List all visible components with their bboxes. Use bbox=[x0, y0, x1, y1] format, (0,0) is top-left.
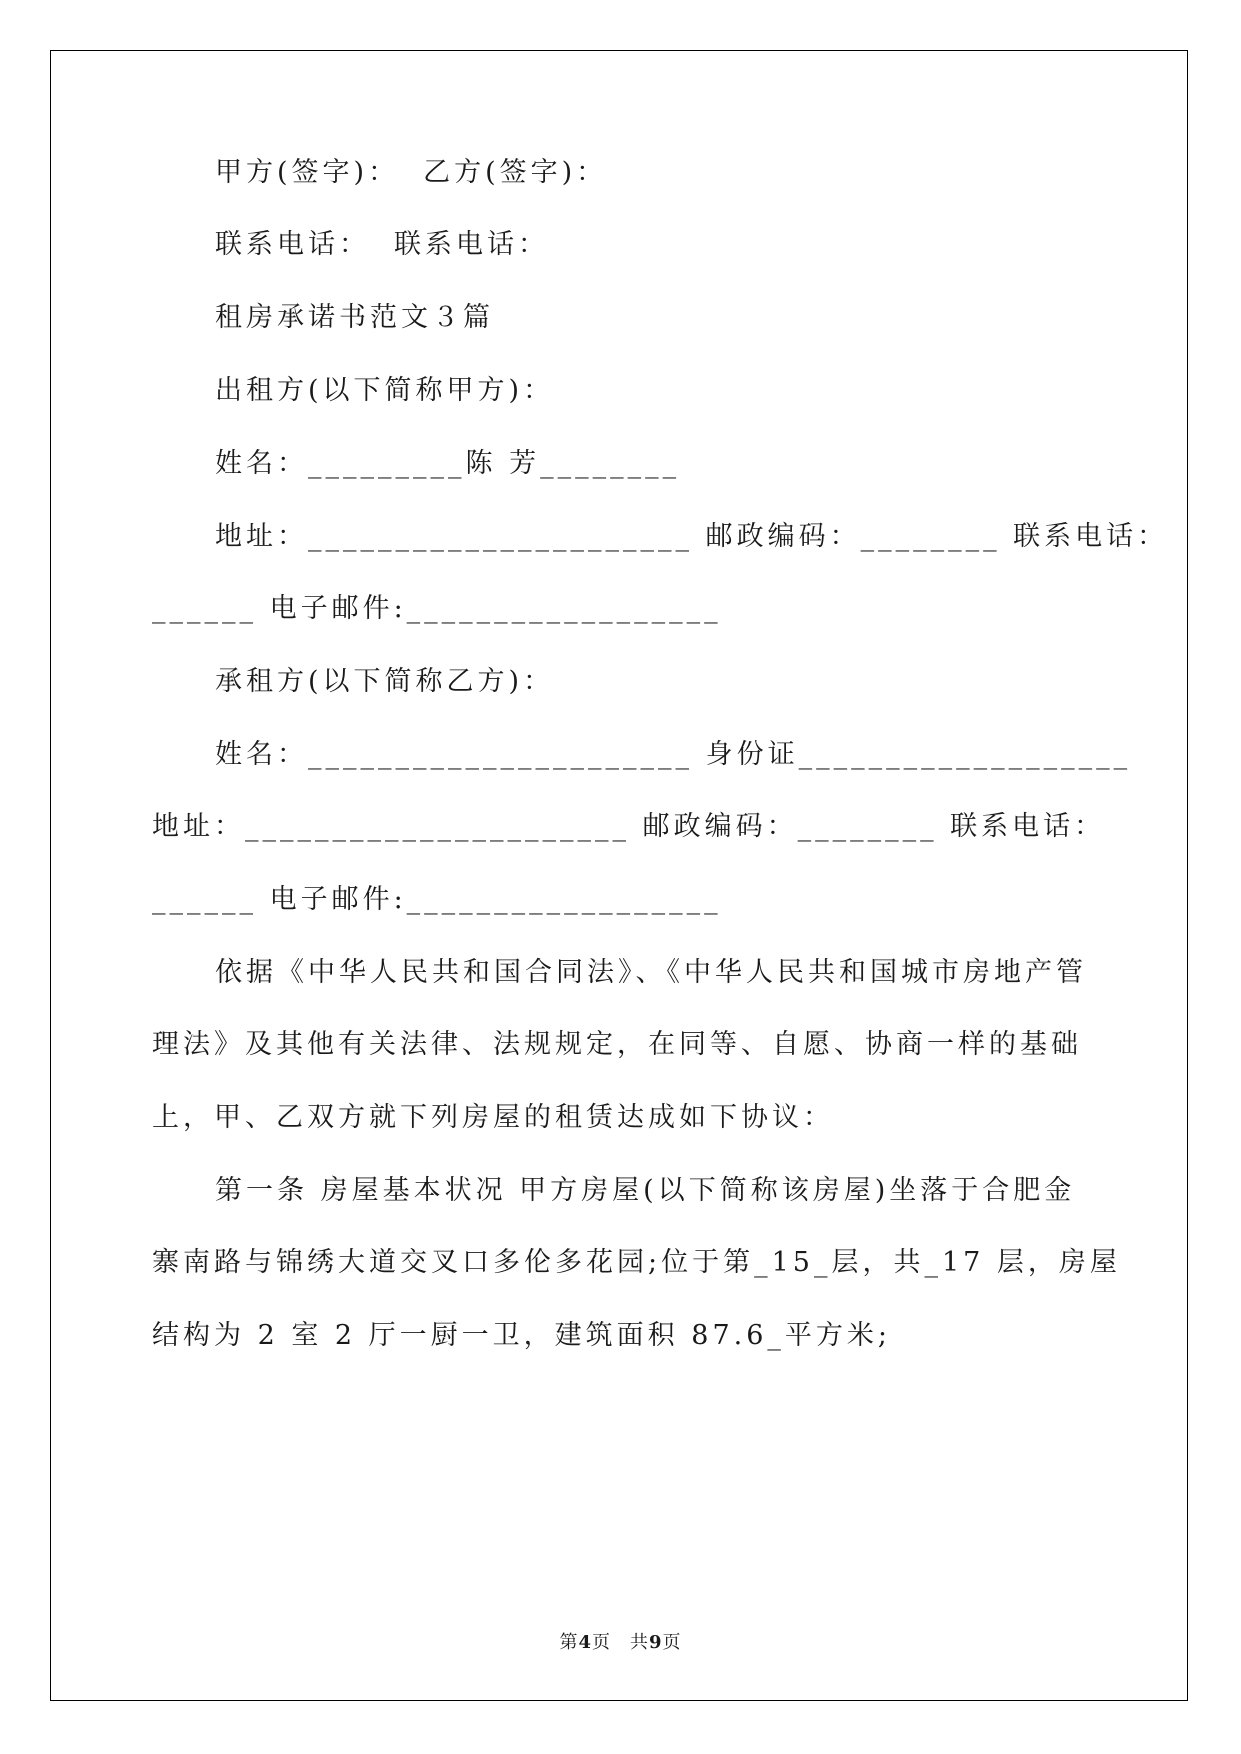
paragraph-line: 依据《中华人民共和国合同法》、《中华人民共和国城市房地产管 bbox=[215, 957, 1087, 988]
party-b-signature-label: 乙方(签字)： bbox=[423, 157, 608, 188]
party-a-signature-label: 甲方(签字)： bbox=[215, 157, 400, 188]
footer-suffix: 页 bbox=[662, 1632, 682, 1653]
section-title: 租房承诺书范文３篇 bbox=[215, 302, 494, 333]
paragraph-line: 理法》及其他有关法律、法规规定，在同等、自愿、协商一样的基础 bbox=[152, 1029, 1082, 1060]
footer-mid: 页 共 bbox=[592, 1632, 649, 1653]
paragraph-line: 上，甲、乙双方就下列房屋的租赁达成如下协议： bbox=[152, 1102, 834, 1133]
lessor-address-line: 地址：______________________ 邮政编码：________ 联系电话： bbox=[215, 521, 1169, 552]
phone-line bbox=[215, 228, 549, 262]
lessee-heading: 承租方(以下简称乙方)： bbox=[215, 666, 555, 697]
lessee-email-line: ______ 电子邮件:__________________ bbox=[152, 884, 722, 915]
lessor-heading: 出租方(以下简称甲方)： bbox=[215, 375, 555, 406]
footer-prefix: 第 bbox=[559, 1632, 579, 1653]
party-a-phone-label: 联系电话： bbox=[215, 229, 370, 260]
page-footer bbox=[0, 1628, 1241, 1654]
lessor-email-line: ______ 电子邮件:__________________ bbox=[152, 593, 722, 624]
lessor-name-line: 姓名：_________陈 芳________ bbox=[215, 448, 681, 479]
article-one-line: 结构为 2 室 2 厅一厨一卫，建筑面积 87.6_平方米; bbox=[152, 1320, 891, 1351]
lessee-name-line: 姓名：______________________ 身份证___________________ bbox=[215, 739, 1132, 770]
party-b-phone-label: 联系电话： bbox=[394, 229, 549, 260]
lessee-address-line: 地址：______________________ 邮政编码：________ 联系电话： bbox=[152, 811, 1106, 842]
current-page-number: 4 bbox=[578, 1632, 592, 1653]
article-one-line: 寨南路与锦绣大道交叉口多伦多花园;位于第_15_层，共_17 层，房屋 bbox=[152, 1247, 1121, 1278]
page-border bbox=[50, 50, 1188, 1701]
signature-line bbox=[215, 156, 607, 190]
article-one-line: 第一条 房屋基本状况 甲方房屋(以下简称该房屋)坐落于合肥金 bbox=[215, 1175, 1076, 1206]
total-page-number: 9 bbox=[649, 1632, 663, 1653]
